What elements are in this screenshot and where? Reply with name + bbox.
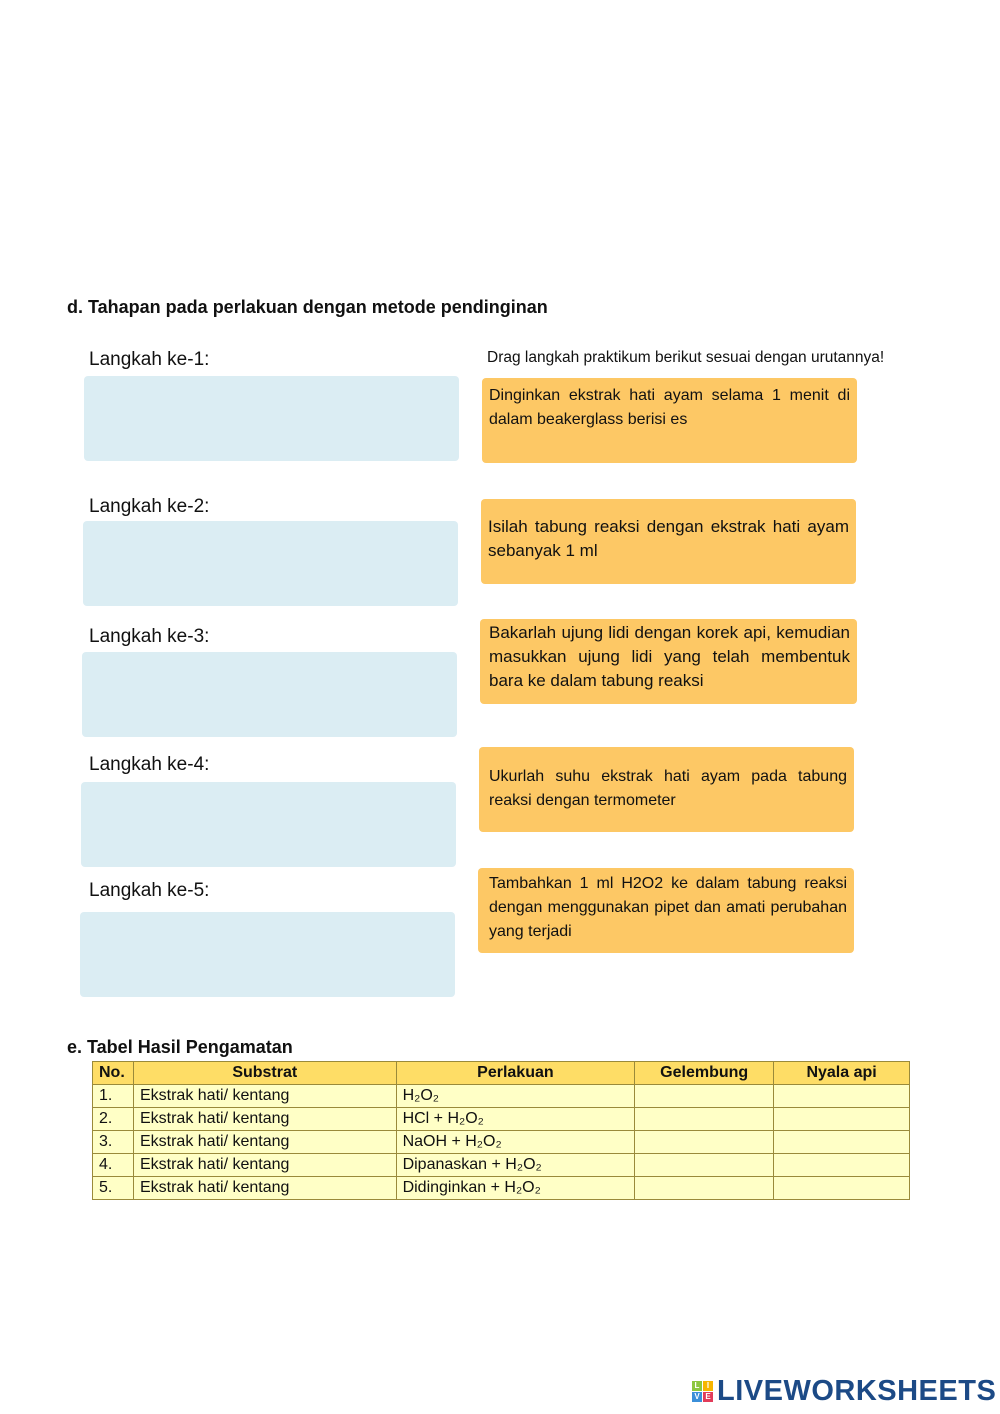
table-row <box>93 1085 910 1108</box>
drop-zone-step-1[interactable] <box>84 376 459 461</box>
table-row <box>93 1108 910 1131</box>
drop-zone-step-2[interactable] <box>83 521 458 606</box>
drop-zone-step-3[interactable] <box>82 652 457 737</box>
drop-zone-step-5[interactable] <box>80 912 455 997</box>
drop-zone-step-4[interactable] <box>81 782 456 867</box>
observation-table <box>92 1061 910 1200</box>
step-label-1: Langkah ke-1: <box>89 349 210 370</box>
table-row <box>93 1154 910 1177</box>
liveworksheets-logo <box>692 1375 996 1408</box>
cell-gelembung[interactable] <box>635 1177 774 1200</box>
table-row <box>93 1131 910 1154</box>
header-perlakuan: Perlakuan <box>396 1062 635 1085</box>
cell-nyala-api[interactable] <box>774 1154 910 1177</box>
step-label-2: Langkah ke-2: <box>89 496 210 517</box>
cell-perlakuan: Didinginkan + H₂O₂ <box>396 1177 635 1200</box>
cell-no: 5. <box>93 1177 134 1200</box>
cell-nyala-api[interactable] <box>774 1085 910 1108</box>
table-row <box>93 1177 910 1200</box>
section-e-title: e. Tabel Hasil Pengamatan <box>67 1037 293 1057</box>
cell-perlakuan: NaOH + H₂O₂ <box>396 1131 635 1154</box>
cell-nyala-api[interactable] <box>774 1177 910 1200</box>
cell-substrat: Ekstrak hati/ kentang <box>133 1131 396 1154</box>
logo-text: LIVEWORKSHEETS <box>717 1375 997 1407</box>
cell-gelembung[interactable] <box>635 1108 774 1131</box>
header-nyala-api: Nyala api <box>774 1062 910 1085</box>
cell-substrat: Ekstrak hati/ kentang <box>133 1177 396 1200</box>
draggable-step-card[interactable]: Ukurlah suhu ekstrak hati ayam pada tabung reaksi dengan termometer <box>479 747 854 832</box>
cell-no: 4. <box>93 1154 134 1177</box>
cell-no: 3. <box>93 1131 134 1154</box>
cell-perlakuan: Dipanaskan + H₂O₂ <box>396 1154 635 1177</box>
cell-gelembung[interactable] <box>635 1154 774 1177</box>
table-header-row <box>93 1062 910 1085</box>
section-d-title: d. Tahapan pada perlakuan dengan metode pendinginan <box>67 297 548 317</box>
cell-no: 1. <box>93 1085 134 1108</box>
cell-gelembung[interactable] <box>635 1131 774 1154</box>
cell-perlakuan: HCl + H₂O₂ <box>396 1108 635 1131</box>
draggable-step-card[interactable]: Bakarlah ujung lidi dengan korek api, kemudian masukkan ujung lidi yang telah membentuk bara ke dalam tabung reaksi <box>480 619 857 704</box>
cell-nyala-api[interactable] <box>774 1108 910 1131</box>
draggable-step-card[interactable]: Dinginkan ekstrak hati ayam selama 1 menit di dalam beakerglass berisi es <box>482 378 857 463</box>
header-gelembung: Gelembung <box>635 1062 774 1085</box>
cell-nyala-api[interactable] <box>774 1131 910 1154</box>
step-label-4: Langkah ke-4: <box>89 754 210 775</box>
cell-gelembung[interactable] <box>635 1085 774 1108</box>
draggable-step-card[interactable]: Tambahkan 1 ml H2O2 ke dalam tabung reaksi dengan menggunakan pipet dan amati perubahan yang terjadi <box>478 868 854 953</box>
cell-substrat: Ekstrak hati/ kentang <box>133 1085 396 1108</box>
draggable-step-card[interactable]: Isilah tabung reaksi dengan ekstrak hati ayam sebanyak 1 ml <box>481 499 856 584</box>
drag-instruction: Drag langkah praktikum berikut sesuai dengan urutannya! <box>487 349 885 366</box>
cell-substrat: Ekstrak hati/ kentang <box>133 1154 396 1177</box>
live-blocks-icon: L I V E <box>692 1381 713 1402</box>
step-label-3: Langkah ke-3: <box>89 626 210 647</box>
cell-no: 2. <box>93 1108 134 1131</box>
cell-substrat: Ekstrak hati/ kentang <box>133 1108 396 1131</box>
step-label-5: Langkah ke-5: <box>89 880 210 901</box>
cell-perlakuan: H₂O₂ <box>396 1085 635 1108</box>
header-substrat: Substrat <box>133 1062 396 1085</box>
header-no: No. <box>93 1062 134 1085</box>
